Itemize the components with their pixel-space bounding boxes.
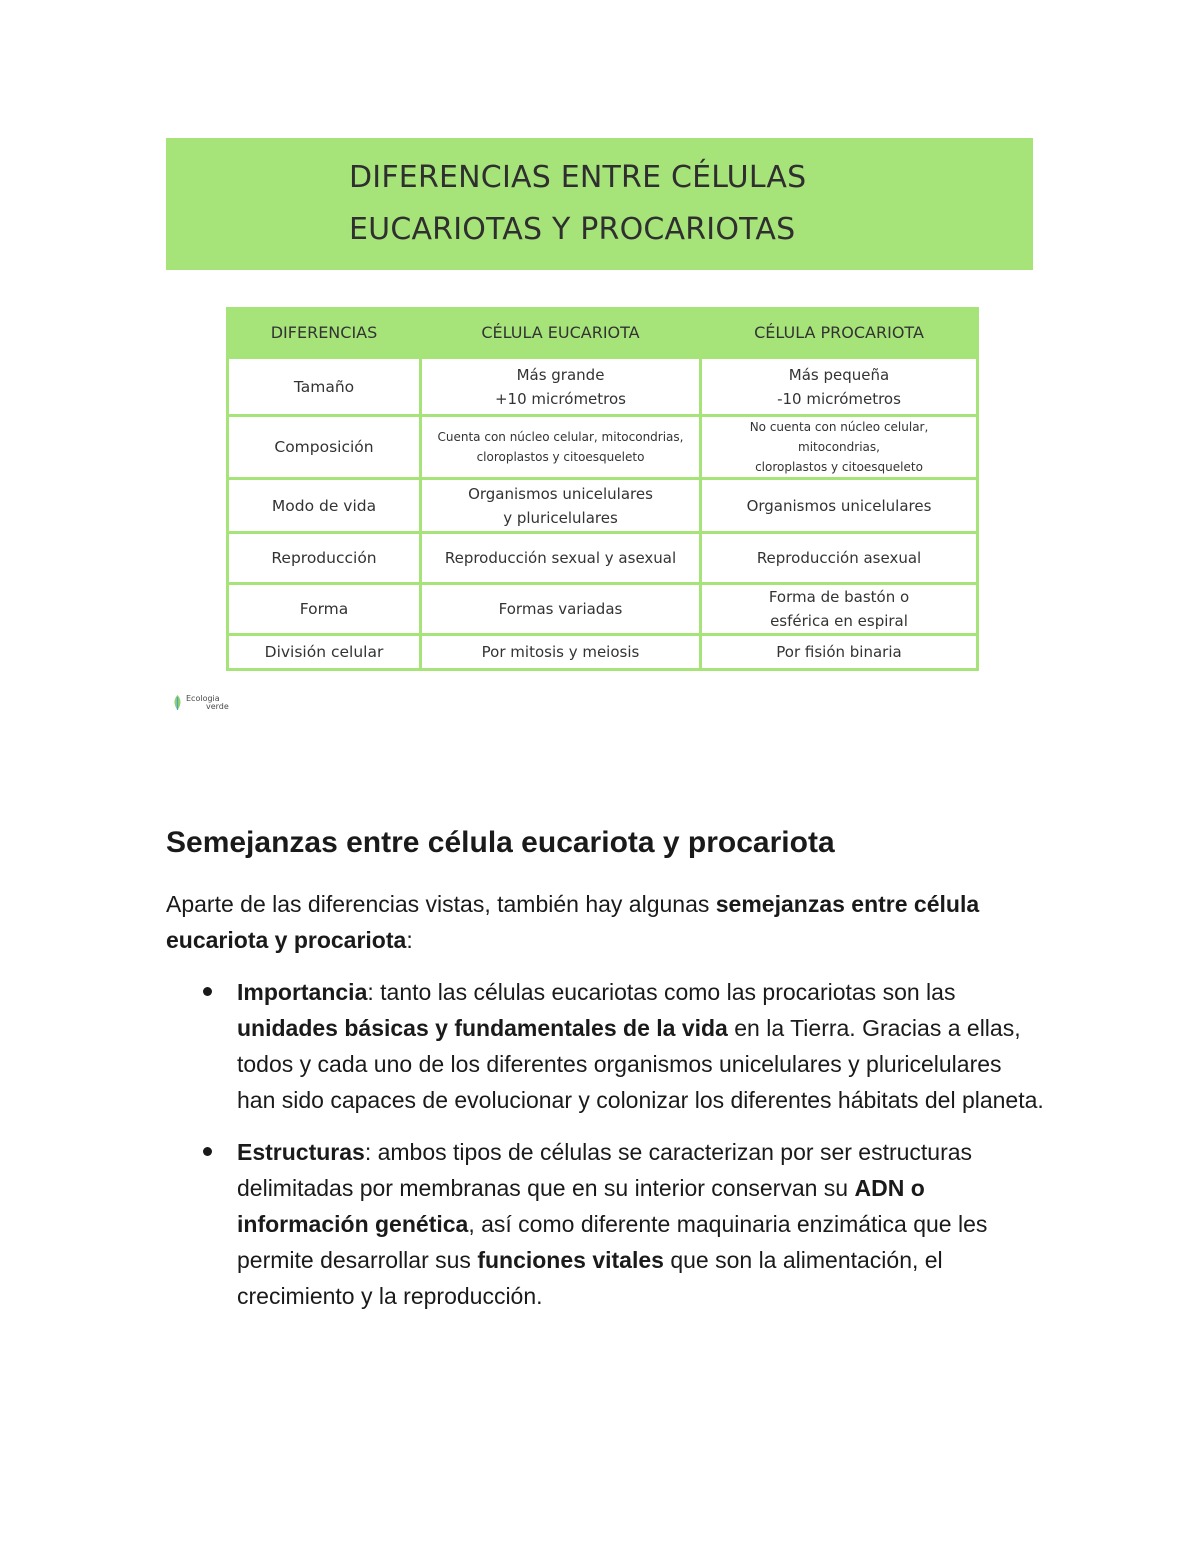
cell-line: Formas variadas xyxy=(498,600,623,618)
intro-bold: semejanzas entre célula eucariota y procariota xyxy=(166,891,980,953)
logo-wordmark xyxy=(186,695,229,711)
banner-title-line-1: DIFERENCIAS ENTRE CÉLULAS xyxy=(349,160,807,195)
bullet-text: : ambos tipos de células se caracterizan por ser estructuras delimitadas por membranas que en su interior conservan su xyxy=(237,1139,973,1201)
logo-word-2: verde xyxy=(206,702,229,711)
row-label: Forma xyxy=(228,584,421,635)
cell-line: Más pequeña xyxy=(788,365,890,384)
bullet-bold: ADN o información genética xyxy=(237,1175,925,1237)
bullet-text: : tanto las células eucariotas como las procariotas son las xyxy=(367,979,956,1005)
procariota-cell xyxy=(701,416,978,479)
logo-word-1: Ecologia xyxy=(186,694,220,703)
similarities-list xyxy=(166,974,1046,1314)
header-procariota: CÉLULA PROCARIOTA xyxy=(701,309,978,358)
eucariota-cell xyxy=(421,479,701,533)
cell-line: Organismos unicelulares xyxy=(746,496,932,515)
procariota-cell xyxy=(701,358,978,416)
procariota-cell xyxy=(701,479,978,533)
row-label: División celular xyxy=(228,635,421,670)
bullet-text: , así como diferente maquinaria enzimática que les permite desarrollar sus xyxy=(237,1211,988,1273)
list-item xyxy=(166,974,1046,1118)
eucariota-cell xyxy=(421,584,701,635)
cell-line: No cuenta con núcleo celular, mitocondrias, xyxy=(749,420,929,454)
bullet-bold: funciones vitales xyxy=(477,1247,664,1273)
bullet-icon xyxy=(203,1147,212,1156)
cell-line: Cuenta con núcleo celular, mitocondrias, xyxy=(437,430,684,444)
cell-line: Por fisión binaria xyxy=(776,643,902,661)
cell-line: Forma de bastón o xyxy=(768,588,910,606)
bullet-text: que son la alimentación, el crecimiento y la reproducción. xyxy=(237,1247,943,1309)
bullet-text: en la Tierra. Gracias a ellas, todos y cada uno de los diferentes organismos unicelulares y pluricelulares han sido capaces de evolucionar y colonizar los diferentes hábitats del planeta. xyxy=(237,1015,1044,1113)
cell-line: esférica en espiral xyxy=(770,612,908,630)
table-header-row xyxy=(228,309,978,358)
bullet-bold: unidades básicas y fundamentales de la vida xyxy=(237,1015,728,1041)
table-row xyxy=(228,416,978,479)
header-diferencias: DIFERENCIAS xyxy=(228,309,421,358)
cell-line: Reproducción asexual xyxy=(756,549,922,567)
cell-line: Reproducción sexual y asexual xyxy=(444,549,677,567)
leaf-icon xyxy=(172,694,183,712)
eucariota-cell xyxy=(421,533,701,584)
cell-line: cloroplastos y citoesqueleto xyxy=(755,460,923,474)
table-row xyxy=(228,584,978,635)
title-banner xyxy=(166,138,1033,270)
row-label: Reproducción xyxy=(228,533,421,584)
table-row xyxy=(228,533,978,584)
differences-table xyxy=(226,307,979,671)
cell-line: cloroplastos y citoesqueleto xyxy=(476,450,645,464)
bullet-icon xyxy=(203,987,212,996)
cell-line: Más grande xyxy=(516,365,605,384)
bullet-term: Estructuras xyxy=(237,1139,365,1165)
eucariota-cell xyxy=(421,358,701,416)
cell-line: y pluricelulares xyxy=(503,508,618,527)
row-label: Composición xyxy=(228,416,421,479)
row-label: Modo de vida xyxy=(228,479,421,533)
section-title: Semejanzas entre célula eucariota y procariota xyxy=(166,826,835,859)
cell-line: Organismos unicelulares xyxy=(468,484,653,503)
row-label: Tamaño xyxy=(228,358,421,416)
procariota-cell xyxy=(701,533,978,584)
cell-line: +10 micrómetros xyxy=(494,389,626,408)
eucariota-cell xyxy=(421,635,701,670)
ecologia-verde-logo xyxy=(172,692,229,714)
table-row xyxy=(228,635,978,670)
table-row xyxy=(228,358,978,416)
procariota-cell xyxy=(701,584,978,635)
cell-line: -10 micrómetros xyxy=(777,389,901,408)
intro-text: Aparte de las diferencias vistas, también hay algunas xyxy=(166,891,716,917)
list-item xyxy=(166,1134,1046,1314)
intro-colon: : xyxy=(406,927,413,953)
cell-line: Por mitosis y meiosis xyxy=(481,643,640,661)
intro-paragraph xyxy=(166,886,1046,958)
header-eucariota: CÉLULA EUCARIOTA xyxy=(421,309,701,358)
banner-title-line-2: EUCARIOTAS Y PROCARIOTAS xyxy=(349,212,796,247)
bullet-term: Importancia xyxy=(237,979,368,1005)
procariota-cell xyxy=(701,635,978,670)
table-row xyxy=(228,479,978,533)
eucariota-cell xyxy=(421,416,701,479)
